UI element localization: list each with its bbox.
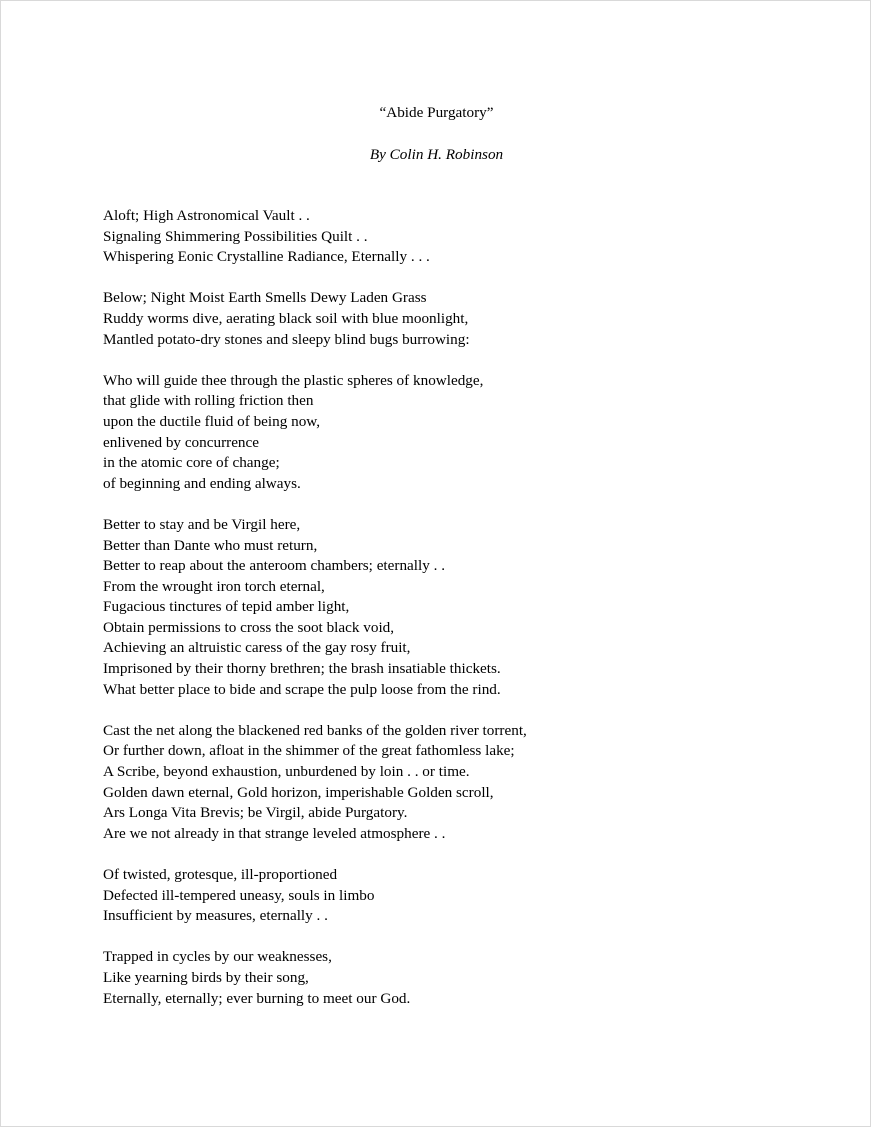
poem-line: that glide with rolling friction then [103,392,314,410]
poem-line: Defected ill-tempered uneasy, souls in limbo [103,886,375,904]
poem-line: Ars Longa Vita Brevis; be Virgil, abide Purgatory. [103,804,408,822]
poem-line: Are we not already in that strange leveled atmosphere . . [103,824,446,842]
poem-line: Or further down, afloat in the shimmer of the great fathomless lake; [103,742,515,760]
poem-line: What better place to bide and scrape the pulp loose from the rind. [103,680,501,698]
poem-line: of beginning and ending always. [103,474,301,492]
poem-author: By Colin H. Robinson [369,146,504,163]
poem-line: Below; Night Moist Earth Smells Dewy Laden Grass [103,289,427,307]
poem-line: Better to reap about the anteroom chambers; eternally . . [103,557,446,575]
poem-line: Signaling Shimmering Possibilities Quilt . . [103,227,368,245]
poem-line: Obtain permissions to cross the soot black void, [103,618,395,636]
poem-line: Mantled potato-dry stones and sleepy blind bugs burrowing: [103,330,470,348]
poem-line: Who will guide thee through the plastic spheres of knowledge, [103,371,484,389]
poem-line: Better to stay and be Virgil here, [103,515,301,533]
poem-line: Like yearning birds by their song, [103,968,309,986]
poem-line: Eternally, eternally; ever burning to meet our God. [103,989,411,1007]
stanza-7 [103,947,803,1009]
stanza-2 [103,288,803,350]
stanza-6 [103,865,803,927]
poem-title: “Abide Purgatory” [379,104,494,121]
poem-line: Better than Dante who must return, [103,536,318,554]
stanza-3 [103,371,803,495]
poem-line: Imprisoned by their thorny brethren; the brash insatiable thickets. [103,660,501,678]
poem-line: Whispering Eonic Crystalline Radiance, Eternally . . . [103,248,430,266]
poem-body [103,206,803,1030]
poem-line: upon the ductile fluid of being now, [103,412,321,430]
poem-line: Aloft; High Astronomical Vault . . [103,207,310,224]
poem-line: Golden dawn eternal, Gold horizon, imperishable Golden scroll, [103,783,494,801]
poem-line: From the wrought iron torch eternal, [103,577,325,595]
poem-line: Fugacious tinctures of tepid amber light, [103,598,350,616]
poem-line: A Scribe, beyond exhaustion, unburdened by loin . . or time. [103,763,470,781]
poem-line: Of twisted, grotesque, ill-proportioned [103,866,338,883]
stanza-1 [103,206,803,268]
poem-line: Insufficient by measures, eternally . . [103,907,328,925]
poem-line: Ruddy worms dive, aerating black soil with blue moonlight, [103,309,469,327]
poem-line: Trapped in cycles by our weaknesses, [103,948,332,966]
poem-line: Achieving an altruistic caress of the gay rosy fruit, [103,639,411,657]
stanza-4 [103,515,803,700]
poem-line: in the atomic core of change; [103,454,280,472]
poem-line: Cast the net along the blackened red banks of the golden river torrent, [103,721,527,739]
poem-line: enlivened by concurrence [103,433,260,451]
stanza-5 [103,721,803,845]
